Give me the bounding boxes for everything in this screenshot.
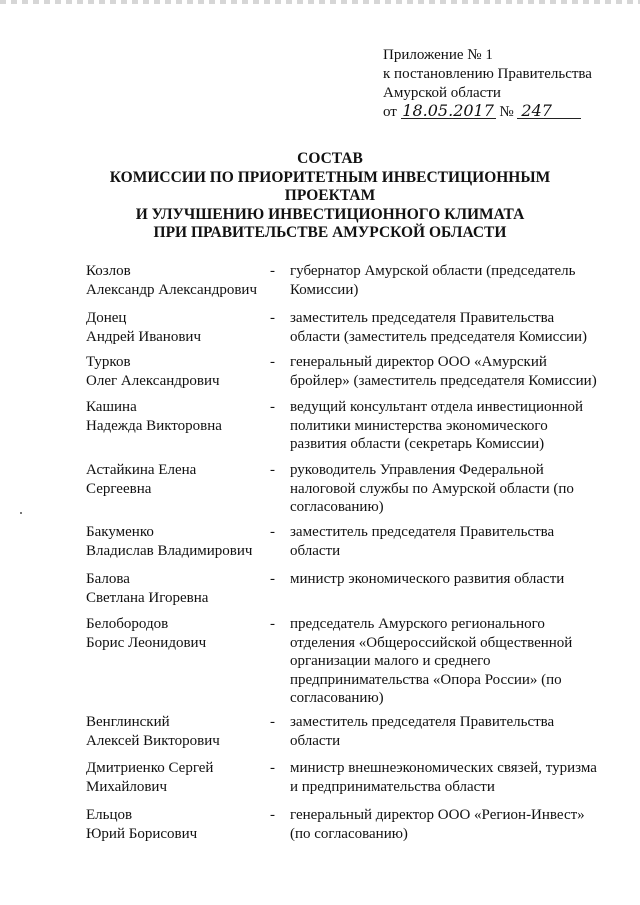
member-name bbox=[86, 309, 271, 346]
member-name bbox=[86, 759, 271, 796]
member-role bbox=[290, 713, 608, 750]
appendix-line-2: к постановлению Правительства bbox=[383, 66, 592, 82]
member-dash: - bbox=[270, 807, 275, 823]
appendix-line-3: Амурской области bbox=[383, 85, 501, 101]
member-role-line: (по согласованию) bbox=[290, 825, 408, 842]
member-role-line: области (заместитель председателя Комиссии) bbox=[290, 328, 588, 345]
member-name-line: Александр Александрович bbox=[86, 281, 257, 298]
member-name bbox=[86, 570, 271, 607]
member-dash: - bbox=[270, 354, 275, 370]
appendix-line-1: Приложение № 1 bbox=[383, 47, 493, 63]
member-role-line: заместитель председателя Правительства bbox=[290, 524, 555, 540]
member-name-line: Андрей Иванович bbox=[86, 328, 201, 345]
member-role-line: губернатор Амурской области (председатель bbox=[290, 263, 576, 279]
title-line: И УЛУЧШЕНИЮ ИНВЕСТИЦИОННОГО КЛИМАТА bbox=[135, 205, 525, 223]
scan-edge-noise bbox=[0, 0, 640, 4]
member-role bbox=[290, 353, 608, 390]
member-name-line: Астайкина Елена bbox=[86, 462, 197, 478]
member-name-line: Сергеевна bbox=[86, 480, 152, 497]
scan-speck bbox=[20, 512, 22, 514]
member-role-line: области bbox=[290, 542, 341, 559]
from-label: от bbox=[383, 104, 397, 120]
member-name-line: Бакуменко bbox=[86, 524, 154, 540]
member-role bbox=[290, 570, 608, 589]
member-role-line: министр экономического развития области bbox=[290, 571, 565, 587]
member-dash: - bbox=[270, 263, 275, 279]
member-name bbox=[86, 806, 271, 843]
member-dash: - bbox=[270, 399, 275, 415]
member-name bbox=[86, 713, 271, 750]
member-dash: - bbox=[270, 760, 275, 776]
member-role-line: развития области (секретарь Комиссии) bbox=[290, 436, 545, 452]
member-name-line: Венглинский bbox=[86, 714, 170, 730]
document-title bbox=[100, 150, 560, 243]
member-role-line: отделения «Общероссийской общественной bbox=[290, 634, 573, 651]
member-name-line: Надежда Викторовна bbox=[86, 417, 222, 434]
member-role bbox=[290, 523, 608, 560]
member-name-line: Михайлович bbox=[86, 778, 167, 795]
member-name bbox=[86, 615, 271, 652]
member-role-line: министр внешнеэкономических связей, туризма bbox=[290, 760, 597, 776]
member-name bbox=[86, 353, 271, 390]
member-role bbox=[290, 806, 608, 843]
member-role-line: организации малого и среднего bbox=[290, 653, 491, 669]
member-name-line: Юрий Борисович bbox=[86, 825, 198, 842]
appendix-date-line bbox=[383, 103, 592, 122]
member-role-line: генеральный директор ООО «Регион-Инвест» bbox=[290, 807, 585, 823]
member-role-line: области bbox=[290, 732, 341, 749]
member-role-line: согласованию) bbox=[290, 690, 384, 706]
member-name-line: Борис Леонидович bbox=[86, 634, 207, 651]
member-role-line: налоговой службы по Амурской области (по bbox=[290, 480, 574, 497]
member-name-line: Владислав Владимирович bbox=[86, 542, 253, 559]
member-dash: - bbox=[270, 616, 275, 632]
title-line: ПРОЕКТАМ bbox=[284, 187, 376, 204]
member-role-line: заместитель председателя Правительства bbox=[290, 310, 555, 326]
member-role-line: генеральный директор ООО «Амурский bbox=[290, 354, 547, 370]
member-role bbox=[290, 398, 608, 454]
member-role-line: и предпринимательства области bbox=[290, 778, 495, 795]
member-name-line: Светлана Игоревна bbox=[86, 589, 209, 606]
number-label: № bbox=[499, 104, 514, 120]
member-role-line: политики министерства экономического bbox=[290, 417, 548, 434]
member-role bbox=[290, 262, 608, 299]
member-name-line: Козлов bbox=[86, 263, 131, 279]
member-name-line: Турков bbox=[86, 354, 131, 370]
member-role-line: согласованию) bbox=[290, 499, 384, 515]
member-role-line: руководитель Управления Федеральной bbox=[290, 462, 544, 478]
member-role bbox=[290, 759, 608, 796]
member-dash: - bbox=[270, 571, 275, 587]
member-role-line: предпринимательства «Опора России» (по bbox=[290, 671, 562, 688]
member-dash: - bbox=[270, 462, 275, 478]
member-dash: - bbox=[270, 310, 275, 326]
member-name-line: Белобородов bbox=[86, 616, 169, 632]
member-name-line: Балова bbox=[86, 571, 130, 587]
handwritten-date: 18.05.2017 bbox=[402, 101, 494, 120]
member-dash: - bbox=[270, 714, 275, 730]
member-role-line: бройлер» (заместитель председателя Комиссии) bbox=[290, 372, 597, 389]
title-line: ПРИ ПРАВИТЕЛЬСТВЕ АМУРСКОЙ ОБЛАСТИ bbox=[153, 224, 507, 241]
member-name-line: Дмитриенко Сергей bbox=[86, 760, 214, 776]
member-name bbox=[86, 461, 271, 498]
member-role bbox=[290, 309, 608, 346]
member-name bbox=[86, 262, 271, 299]
member-role bbox=[290, 615, 608, 708]
member-role-line: Комиссии) bbox=[290, 281, 359, 298]
title-line: КОМИССИИ ПО ПРИОРИТЕТНЫМ ИНВЕСТИЦИОННЫМ bbox=[109, 168, 551, 186]
member-name-line: Ельцов bbox=[86, 807, 133, 823]
member-name bbox=[86, 398, 271, 435]
member-role-line: ведущий консультант отдела инвестиционной bbox=[290, 399, 584, 415]
member-name-line: Алексей Викторович bbox=[86, 732, 220, 749]
handwritten-number: 247 bbox=[517, 103, 581, 119]
member-name bbox=[86, 523, 271, 560]
member-name-line: Донец bbox=[86, 310, 127, 326]
member-role-line: председатель Амурского регионального bbox=[290, 616, 545, 632]
title-line: СОСТАВ bbox=[297, 150, 363, 167]
member-role bbox=[290, 461, 608, 517]
member-dash: - bbox=[270, 524, 275, 540]
member-name-line: Кашина bbox=[86, 399, 137, 415]
member-role-line: заместитель председателя Правительства bbox=[290, 714, 555, 730]
appendix-header bbox=[383, 46, 592, 122]
member-name-line: Олег Александрович bbox=[86, 372, 220, 389]
